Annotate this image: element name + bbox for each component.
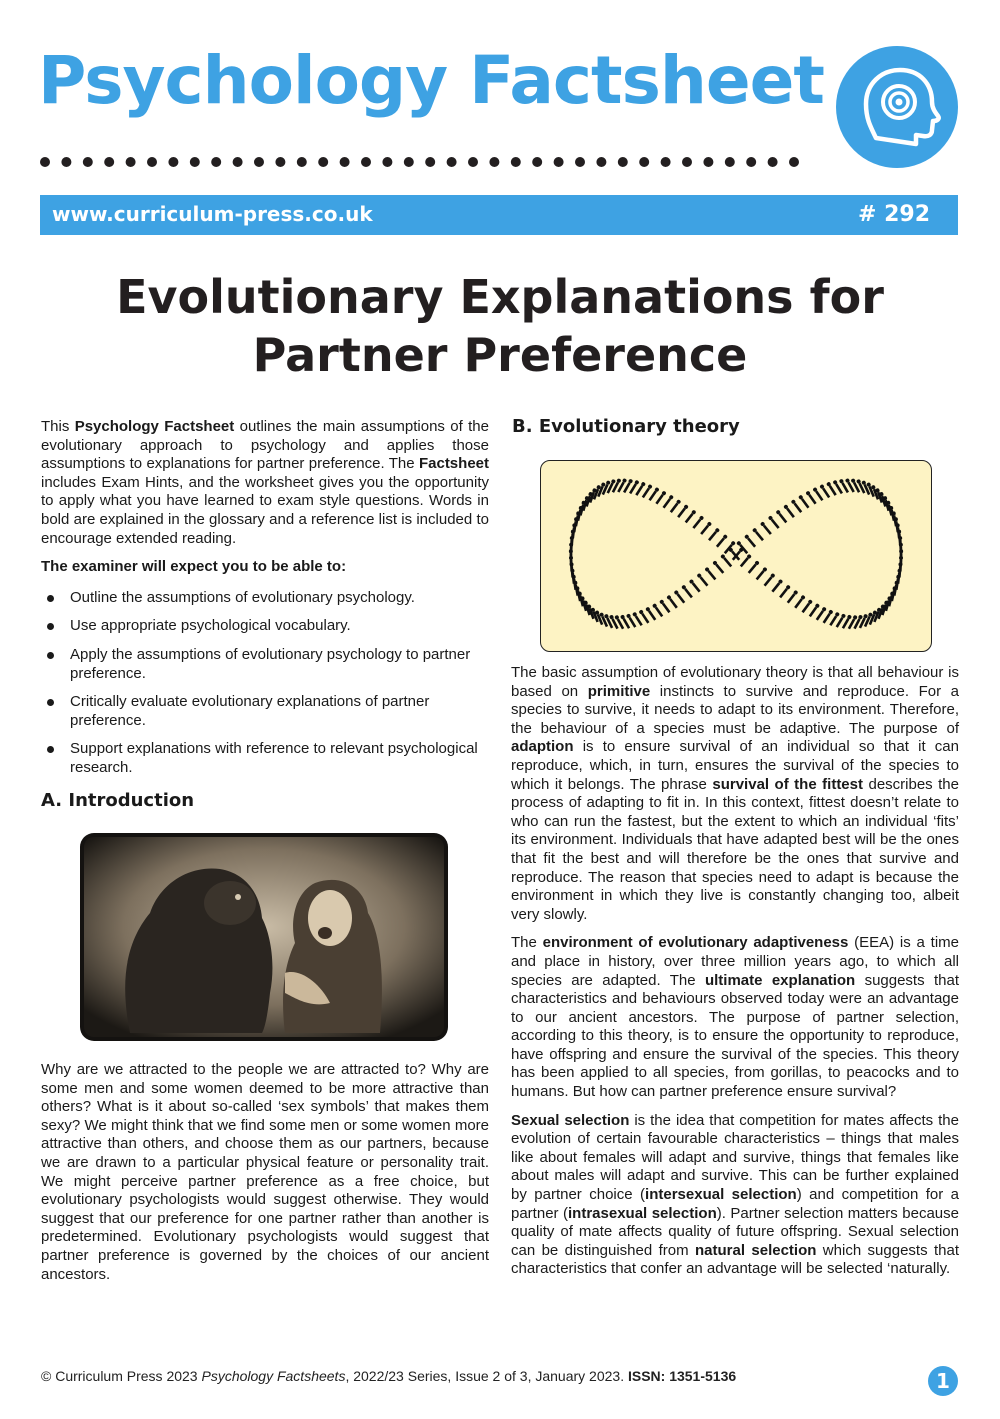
section-b-paragraph-1: The basic assumption of evolutionary theory is that all behaviour is based on primitive instincts to survive and reproduce. For a species to survive, it needs to adapt to its environment. Therefore, the behaviour of a species must be adaptive. The purpose of adaption is to ensure survival of an individual so that it can reproduce, which, in turn, ensures the survival of the species to which it belongs. The phrase survival of the fittest describes the process of adapting to fit in. In this context, fittest doesn’t relate to who can run the fastest, but the extent to which an individual ‘fits’ its environment. Individuals that have adapted best will be the ones that fit the best and will therefore be the ones that survive and reproduce. The reason that species need to adapt is because the environment in which they live is constantly changing too, albeit very slowly. <box>511 664 960 923</box>
page-number: 1 <box>928 1366 958 1396</box>
footer-copyright: © Curriculum Press 2023 Psychology Factsheets, 2022/23 Series, Issue 2 of 3, January 2023. ISSN: 1351-5136 <box>41 1368 737 1384</box>
url-bar <box>40 195 958 235</box>
list-item: Support explanations with reference to relevant psychological research. <box>41 740 489 777</box>
section-b-paragraph-2: The environment of evolutionary adaptiveness (EEA) is a time and place in history, over three million years ago, to which all species are adapted. The ultimate explanation suggests that characteristics and behaviours observed today were an advantage to our ancient ancestors. The purpose of partner selection, according to this theory, is to ensure the opportunity to reproduce, have offspring and ensure the survival of the species. This theory has been applied to all species, from gorillas, to peacocks and to humans. But how can partner preference ensure survival? <box>511 934 959 1101</box>
right-column <box>511 664 959 1289</box>
objectives-list <box>41 589 489 778</box>
dotted-divider <box>40 155 800 169</box>
left-column <box>41 418 489 788</box>
infinity-evolution-illustration <box>540 460 932 652</box>
section-a-body: Why are we attracted to the people we are attracted to? Why are some men and some women deemed to be more attractive than others? What is it about so-called ‘sex symbols’ that makes them sexy? We might think that we find some men or some women more attractive than others, and choose them as our partners, because we are drawn to a particular physical feature or personality trait. We might perceive partner preference as a free choice, but evolutionary psychologists would suggest otherwise. They would suggest that our preference for one partner rather than another is predetermined. Evolutionary psychologists would suggest that partner preference is governed by the choices of our ancient ancestors. <box>41 1061 489 1283</box>
list-item: Use appropriate psychological vocabulary. <box>41 617 489 636</box>
objectives-lead: The examiner will expect you to be able to: <box>41 558 347 576</box>
issue-number: # 292 <box>857 202 930 227</box>
page-title-line-1: Evolutionary Explanations for <box>116 270 884 324</box>
section-a-heading: A. Introduction <box>41 790 195 811</box>
list-item: Critically evaluate evolutionary explanations of partner preference. <box>41 693 489 730</box>
list-item: Outline the assumptions of evolutionary psychology. <box>41 589 489 608</box>
list-item: Apply the assumptions of evolutionary psychology to partner preference. <box>41 646 489 683</box>
section-b-paragraph-3: Sexual selection is the idea that competition for mates affects the evolution of certain favourable characteristics – things that males like about females will adapt and survive, things that females like about males will adapt and survive. This can be further explained by partner choice (intersexual selection) and competition for a partner (intrasexual selection). Partner selection matters because quality of mate affects quality of future offspring. Sexual selection can be distinguished from natural selection which suggests that characteristics that confer an advantage will be selected ‘naturally. <box>511 1111 960 1278</box>
intro-paragraph: This Psychology Factsheet outlines the main assumptions of the evolutionary approach to psychology and applies those assumptions to explanations for partner preference. The Factsheet includes Exam Hints, and the worksheet gives you the opportunity to apply what you have learned to exam style questions. Words in bold are explained in the glossary and a reference list is included to encourage extended reading. <box>41 418 489 547</box>
website-url[interactable]: www.curriculum-press.co.uk <box>52 202 373 226</box>
head-target-icon <box>836 46 958 168</box>
page-title-line-2: Partner Preference <box>252 328 748 382</box>
gorilla-woman-photo <box>80 833 448 1041</box>
section-b-heading: B. Evolutionary theory <box>512 416 740 437</box>
page-title <box>0 268 1000 384</box>
masthead-title: Psychology Factsheet <box>38 42 824 119</box>
